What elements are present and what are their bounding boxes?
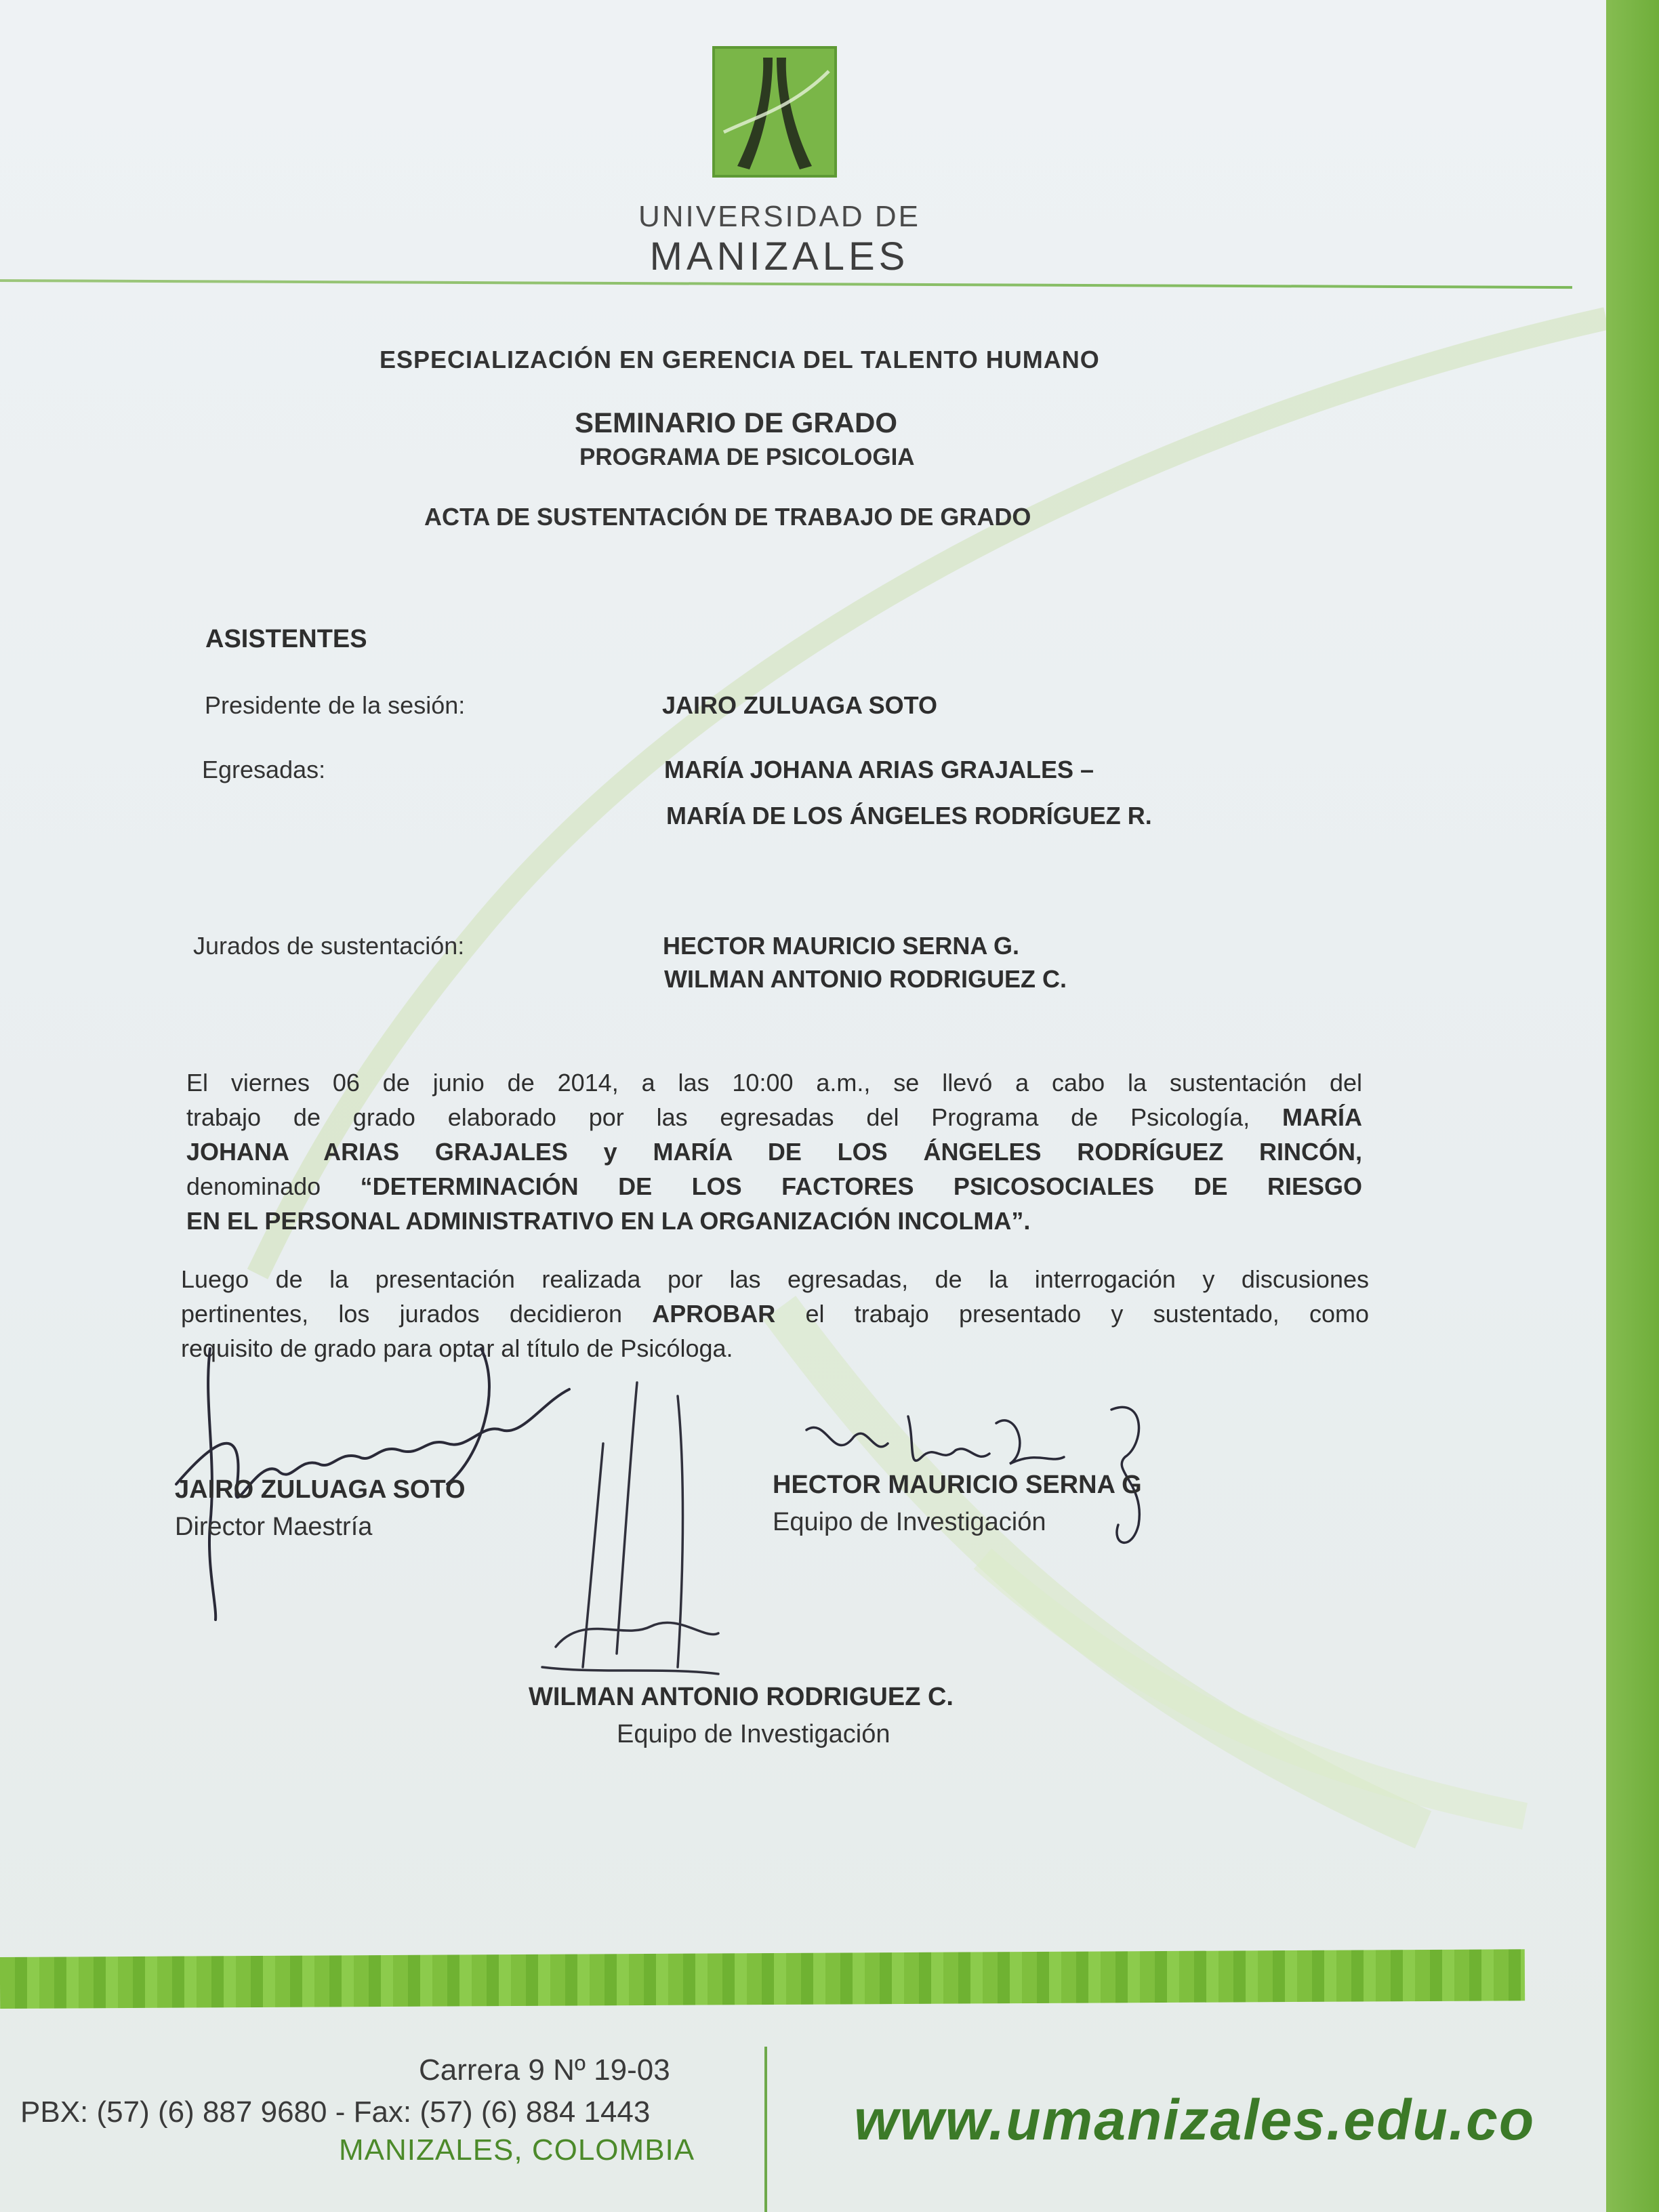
- document-title: ACTA DE SUSTENTACIÓN DE TRABAJO DE GRADO: [424, 503, 1031, 531]
- jury-2: WILMAN ANTONIO RODRIGUEZ C.: [664, 965, 1067, 993]
- program-heading: ESPECIALIZACIÓN EN GERENCIA DEL TALENTO HUMANO: [380, 346, 1100, 373]
- paragraph-bold-text: “DETERMINACIÓN DE LOS FACTORES PSICOSOCIALES DE RIESGO: [360, 1172, 1362, 1200]
- seminar-heading: SEMINARIO DE GRADO: [575, 407, 898, 438]
- signer-3-role: Equipo de Investigación: [617, 1720, 890, 1748]
- brand-line-1: UNIVERSIDAD DE: [638, 200, 921, 233]
- paragraph-text: el trabajo presentado y sustentado, como: [775, 1300, 1369, 1328]
- paragraph-text: trabajo de grado elaborado por las egresadas del Programa de Psicología,: [186, 1103, 1283, 1131]
- signer-2-name: HECTOR MAURICIO SERNA G: [773, 1471, 1142, 1499]
- paragraph-text: denominado: [186, 1172, 361, 1200]
- paragraph-line: Luego de la presentación realizada por las egresadas, de la interrogación y discusiones: [181, 1265, 1369, 1293]
- signer-3-name: WILMAN ANTONIO RODRIGUEZ C.: [529, 1683, 954, 1711]
- paragraph-line: requisito de grado para optar al título de Psicóloga.: [181, 1334, 733, 1362]
- footer-website: www.umanizales.edu.co: [854, 2088, 1536, 2152]
- signature-wilman: [515, 1355, 739, 1694]
- signer-2-role: Equipo de Investigación: [773, 1508, 1046, 1536]
- footer-phones: PBX: (57) (6) 887 9680 - Fax: (57) (6) 884 1443: [20, 2095, 651, 2129]
- president-label: Presidente de la sesión:: [205, 691, 466, 719]
- paragraph-text: pertinentes, los jurados decidieron: [181, 1300, 653, 1328]
- session-paragraph: [186, 1065, 1362, 1238]
- jury-label: Jurados de sustentación:: [193, 932, 465, 960]
- footer-band: [0, 1949, 1525, 2009]
- paragraph-bold-text: MARÍA: [1282, 1103, 1362, 1131]
- paragraph-line: [186, 1169, 1362, 1204]
- paragraph-line: El viernes 06 de junio de 2014, a las 10:00 a.m., se llevó a cabo la sustentación del: [186, 1069, 1362, 1097]
- brand-line-2: MANIZALES: [649, 234, 909, 279]
- university-logo: [710, 44, 839, 180]
- paragraph-line: [186, 1100, 1362, 1134]
- paragraph-bold-text: APROBAR: [652, 1300, 776, 1328]
- footer-city: MANIZALES, COLOMBIA: [339, 2133, 695, 2167]
- attendees-heading: ASISTENTES: [205, 625, 367, 653]
- president-value: JAIRO ZULUAGA SOTO: [662, 691, 938, 719]
- graduate-2: MARÍA DE LOS ÁNGELES RODRÍGUEZ R.: [666, 802, 1152, 830]
- footer-address: Carrera 9 Nº 19-03: [419, 2053, 670, 2087]
- jury-1: HECTOR MAURICIO SERNA G.: [663, 932, 1020, 960]
- footer-divider: [764, 2047, 767, 2212]
- paragraph-line: JOHANA ARIAS GRAJALES y MARÍA DE LOS ÁNGELES RODRÍGUEZ RINCÓN,: [186, 1138, 1362, 1166]
- paragraph-line: EN EL PERSONAL ADMINISTRATIVO EN LA ORGANIZACIÓN INCOLMA”.: [186, 1207, 1031, 1235]
- graduates-label: Egresadas:: [202, 756, 326, 783]
- department-heading: PROGRAMA DE PSICOLOGIA: [579, 444, 915, 470]
- signer-1-role: Director Maestría: [175, 1513, 373, 1541]
- graduate-1: MARÍA JOHANA ARIAS GRAJALES –: [664, 756, 1094, 783]
- signer-1-name: JAIRO ZULUAGA SOTO: [175, 1475, 466, 1504]
